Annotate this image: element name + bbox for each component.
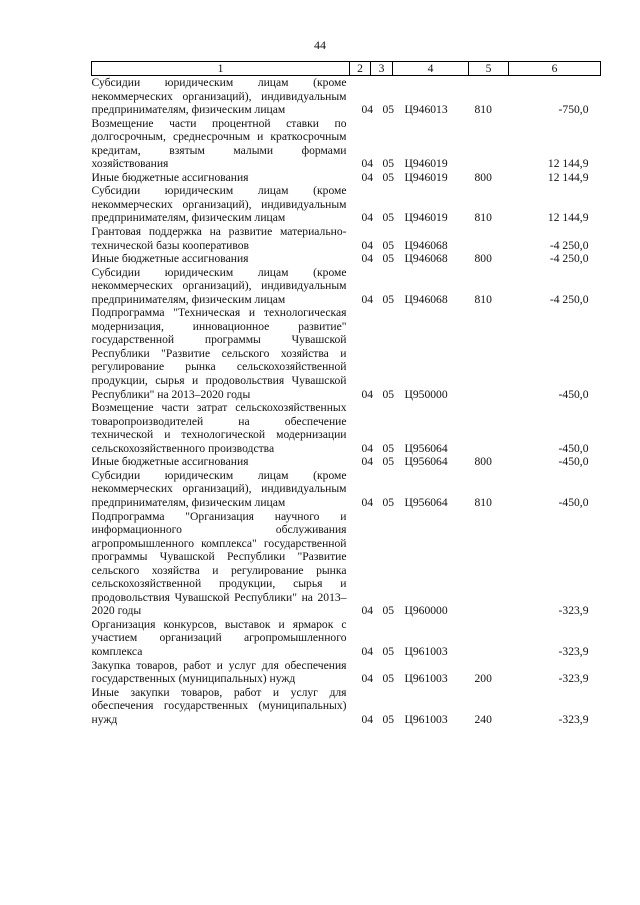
table-row <box>92 117 601 171</box>
row-subsection: 05 <box>382 495 395 509</box>
row-section: 04 <box>361 441 374 455</box>
row-subsection: 05 <box>382 157 395 171</box>
row-amount: 12 144,9 <box>547 211 589 225</box>
row-expense-type: 800 <box>474 170 492 184</box>
row-subsection: 05 <box>382 604 395 618</box>
row-description: Возмещение части процентной ставки по долгосрочным, среднесрочным и краткосрочным кредитам, взятым малыми формами хозяйствования <box>91 116 347 171</box>
row-target-code: Ц956064 <box>404 455 448 469</box>
row-description: Организация конкурсов, выставок и ярмарок с участием организаций агропромышленного комплекса <box>91 617 347 658</box>
row-subsection: 05 <box>382 238 395 252</box>
row-description: Подпрограмма "Техническая и технологическая модернизация, инновационное развитие" государственной программы Чувашской Республики "Развитие сельского хозяйства и регулирование рынка сельскохозяйственной продукции, сырья и продовольствия Чувашской Республики" на 2013–2020 годы <box>91 306 347 401</box>
row-description: Субсидии юридическим лицам (кроме некоммерческих организаций), индивидуальным предпринимателям, физическим лицам <box>91 76 347 117</box>
row-subsection: 05 <box>382 387 395 401</box>
row-expense-type: 240 <box>474 712 492 726</box>
row-expense-type <box>469 401 509 455</box>
row-expense-type: 810 <box>474 495 492 509</box>
table-row <box>92 266 601 307</box>
row-expense-type: 800 <box>474 455 492 469</box>
row-description: Иные бюджетные ассигнования <box>91 252 249 266</box>
row-target-code: Ц946019 <box>404 170 448 184</box>
row-target-code: Ц956064 <box>404 441 448 455</box>
row-expense-type <box>469 510 509 618</box>
row-section: 04 <box>361 157 374 171</box>
table-row <box>92 184 601 225</box>
row-expense-type <box>469 225 509 252</box>
row-section: 04 <box>361 604 374 618</box>
row-section: 04 <box>361 712 374 726</box>
row-description: Закупка товаров, работ и услуг для обеспечения государственных (муниципальных) нужд <box>91 658 347 686</box>
row-section: 04 <box>361 252 374 266</box>
row-target-code: Ц946068 <box>404 238 448 252</box>
row-section: 04 <box>361 292 374 306</box>
table-row <box>92 455 601 469</box>
header-col-5: 5 <box>469 62 509 76</box>
row-description: Субсидии юридическим лицам (кроме некоммерческих организаций), индивидуальным предпринимателям, физическим лицам <box>91 184 347 225</box>
row-subsection: 05 <box>382 672 395 686</box>
table-row <box>92 618 601 659</box>
row-description: Возмещение части затрат сельскохозяйственных товаропроизводителей на обеспечение технической и технологической модернизации сельскохозяйственного производства <box>91 401 347 455</box>
row-amount: -4 250,0 <box>549 292 589 306</box>
row-description: Субсидии юридическим лицам (кроме некоммерческих организаций), индивидуальным предпринимателям, физическим лицам <box>91 265 347 306</box>
row-amount: -450,0 <box>558 495 589 509</box>
header-col-1: 1 <box>92 62 350 76</box>
row-subsection: 05 <box>382 644 395 658</box>
row-target-code: Ц950000 <box>404 387 448 401</box>
row-amount: -450,0 <box>558 441 589 455</box>
row-expense-type: 810 <box>474 292 492 306</box>
row-amount: 12 144,9 <box>547 157 589 171</box>
row-amount: -4 250,0 <box>549 238 589 252</box>
table-row <box>92 659 601 686</box>
header-col-6: 6 <box>509 62 601 76</box>
row-section: 04 <box>361 644 374 658</box>
row-description: Иные бюджетные ассигнования <box>91 455 249 469</box>
header-col-2: 2 <box>350 62 371 76</box>
header-col-3: 3 <box>371 62 393 76</box>
row-subsection: 05 <box>382 455 395 469</box>
row-section: 04 <box>361 387 374 401</box>
row-description: Грантовая поддержка на развитие материально-технической базы кооперативов <box>91 225 347 252</box>
table-row <box>92 225 601 252</box>
row-expense-type: 800 <box>474 252 492 266</box>
row-target-code: Ц961003 <box>404 712 448 726</box>
row-target-code: Ц961003 <box>404 672 448 686</box>
row-expense-type <box>469 618 509 659</box>
row-amount: -323,9 <box>558 604 589 618</box>
row-expense-type: 810 <box>474 211 492 225</box>
row-subsection: 05 <box>382 252 395 266</box>
row-section: 04 <box>361 672 374 686</box>
row-target-code: Ц946019 <box>404 157 448 171</box>
row-amount: -750,0 <box>558 103 589 117</box>
row-subsection: 05 <box>382 103 395 117</box>
row-amount: -450,0 <box>558 387 589 401</box>
row-target-code: Ц956064 <box>404 495 448 509</box>
table-row <box>92 76 601 117</box>
row-subsection: 05 <box>382 441 395 455</box>
table-row <box>92 252 601 266</box>
row-section: 04 <box>361 238 374 252</box>
budget-table <box>91 61 601 726</box>
header-col-4: 4 <box>393 62 469 76</box>
row-expense-type: 810 <box>474 103 492 117</box>
row-section: 04 <box>361 455 374 469</box>
row-expense-type <box>469 306 509 401</box>
row-expense-type: 200 <box>474 672 492 686</box>
table-row <box>92 306 601 401</box>
row-target-code: Ц946068 <box>404 252 448 266</box>
row-target-code: Ц946013 <box>404 103 448 117</box>
row-amount: -450,0 <box>558 455 589 469</box>
table-row <box>92 469 601 510</box>
row-target-code: Ц960000 <box>404 604 448 618</box>
table-row <box>92 171 601 185</box>
row-expense-type <box>469 117 509 171</box>
row-target-code: Ц946068 <box>404 292 448 306</box>
row-section: 04 <box>361 170 374 184</box>
row-description: Субсидии юридическим лицам (кроме некоммерческих организаций), индивидуальным предпринимателям, физическим лицам <box>91 468 347 509</box>
table-header <box>92 62 601 76</box>
table-row <box>92 510 601 618</box>
row-subsection: 05 <box>382 170 395 184</box>
table-row <box>92 401 601 455</box>
row-description: Подпрограмма "Организация научного и информационного обслуживания агропромышленного комплекса" государственной программы Чувашской Республики "Развитие сельского хозяйства и регулирование рынка сельскохозяйственной продукции, сырья и продовольствия Чувашской Республики" на 2013–2020 годы <box>91 509 347 618</box>
row-subsection: 05 <box>382 712 395 726</box>
table-body <box>92 76 601 727</box>
page-number: 44 <box>314 38 326 52</box>
row-description: Иные закупки товаров, работ и услуг для обеспечения государственных (муниципальных) нужд <box>91 685 347 726</box>
row-subsection: 05 <box>382 211 395 225</box>
row-amount: -323,9 <box>558 644 589 658</box>
row-section: 04 <box>361 103 374 117</box>
row-section: 04 <box>361 495 374 509</box>
row-target-code: Ц946019 <box>404 211 448 225</box>
row-target-code: Ц961003 <box>404 644 448 658</box>
row-subsection: 05 <box>382 292 395 306</box>
row-amount: -4 250,0 <box>549 252 589 266</box>
row-description: Иные бюджетные ассигнования <box>91 170 249 184</box>
row-amount: -323,9 <box>558 672 589 686</box>
row-section: 04 <box>361 211 374 225</box>
table-row <box>92 686 601 727</box>
row-amount: -323,9 <box>558 712 589 726</box>
row-amount: 12 144,9 <box>547 170 589 184</box>
